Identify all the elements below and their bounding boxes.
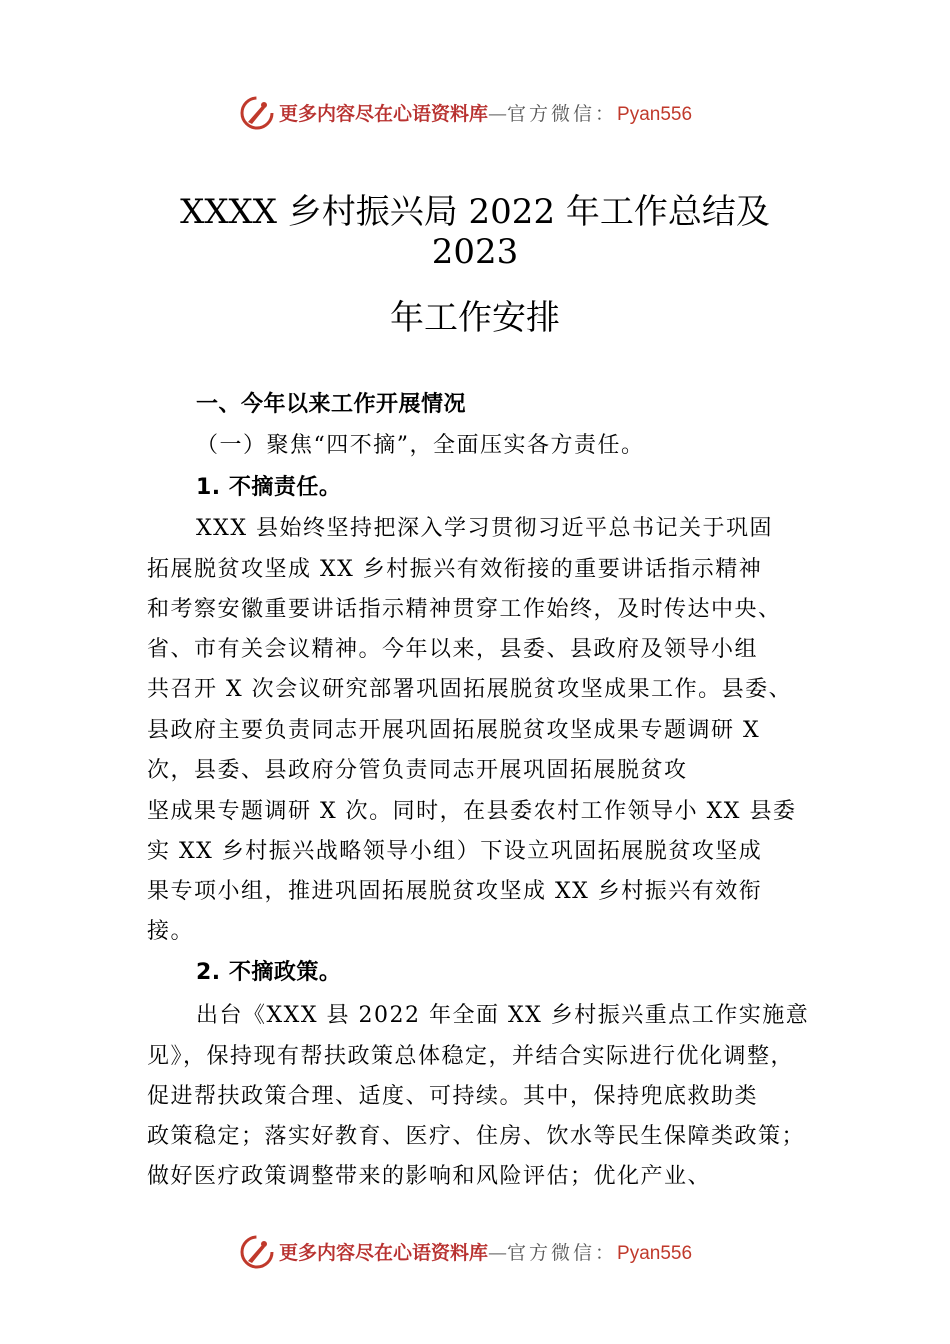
footer-banner: [0, 1233, 950, 1273]
paragraph-line: 坚成果专题调研 X 次。同时，在县委农村工作领导小 XX 县委: [147, 799, 797, 824]
paragraph-line: 和考察安徽重要讲话指示精神贯穿工作始终，及时传达中央、: [147, 597, 782, 622]
paragraph-line: XXX 县始终坚持把深入学习贯彻习近平总书记关于巩固: [196, 516, 773, 541]
brush-logo-icon: [240, 96, 274, 130]
item-heading-1: 1. 不摘责任。: [196, 475, 342, 500]
header-banner: [0, 94, 950, 134]
banner-text: [279, 102, 692, 127]
paragraph-line: 实 XX 乡村振兴战略领导小组）下设立巩固拓展脱贫攻坚成: [147, 839, 763, 864]
paragraph-line: 促进帮扶政策合理、适度、可持续。其中，保持兜底救助类: [147, 1084, 759, 1109]
banner-main: 更多内容尽在心语资料库: [279, 1242, 489, 1264]
doc-title-line2: 2023: [431, 232, 519, 272]
paragraph-line: 做好医疗政策调整带来的影响和风险评估；优化产业、: [147, 1164, 712, 1189]
section-heading: 一、今年以来工作开展情况: [196, 392, 467, 417]
paragraph-line: 果专项小组，推进巩固拓展脱贫攻坚成 XX 乡村振兴有效衔: [147, 879, 763, 904]
banner-sep: —: [488, 1242, 508, 1264]
paragraph-line: 拓展脱贫攻坚成 XX 乡村振兴有效衔接的重要讲话指示精神: [147, 557, 763, 582]
item-heading-2: 2. 不摘政策。: [196, 960, 342, 985]
banner-wechat-label: 官方微信：: [507, 103, 618, 125]
paragraph-line: 省、市有关会议精神。今年以来，县委、县政府及领导小组: [147, 637, 759, 662]
banner-wechat-label: 官方微信：: [507, 1242, 618, 1264]
banner-text: [279, 1241, 692, 1266]
paragraph-line: 出台《XXX 县 2022 年全面 XX 乡村振兴重点工作实施意: [196, 1003, 810, 1028]
paragraph-line: 政策稳定；落实好教育、医疗、住房、饮水等民生保障类政策；: [147, 1124, 806, 1149]
doc-title-line1: XXXX 乡村振兴局 2022 年工作总结及: [180, 192, 770, 232]
paragraph-line: 县政府主要负责同志开展巩固拓展脱贫攻坚成果专题调研 X: [147, 718, 761, 743]
paragraph-line: 次，县委、县政府分管负责同志开展巩固拓展脱贫攻: [147, 758, 688, 783]
banner-wechat-id: Pyan556: [617, 104, 693, 125]
subsection-heading: （一）聚焦“四不摘”，全面压实各方责任。: [196, 433, 645, 458]
paragraph-line: 接。: [147, 919, 195, 944]
paragraph-line: 共召开 X 次会议研究部署巩固拓展脱贫攻坚成果工作。县委、: [147, 677, 793, 702]
brush-logo-icon: [240, 1235, 274, 1269]
banner-sep: —: [488, 103, 508, 125]
banner-wechat-id: Pyan556: [617, 1243, 693, 1264]
paragraph-line: 见》，保持现有帮扶政策总体稳定，并结合实际进行优化调整，: [147, 1044, 795, 1069]
banner-main: 更多内容尽在心语资料库: [279, 103, 489, 125]
doc-title-line3: 年工作安排: [390, 298, 560, 338]
